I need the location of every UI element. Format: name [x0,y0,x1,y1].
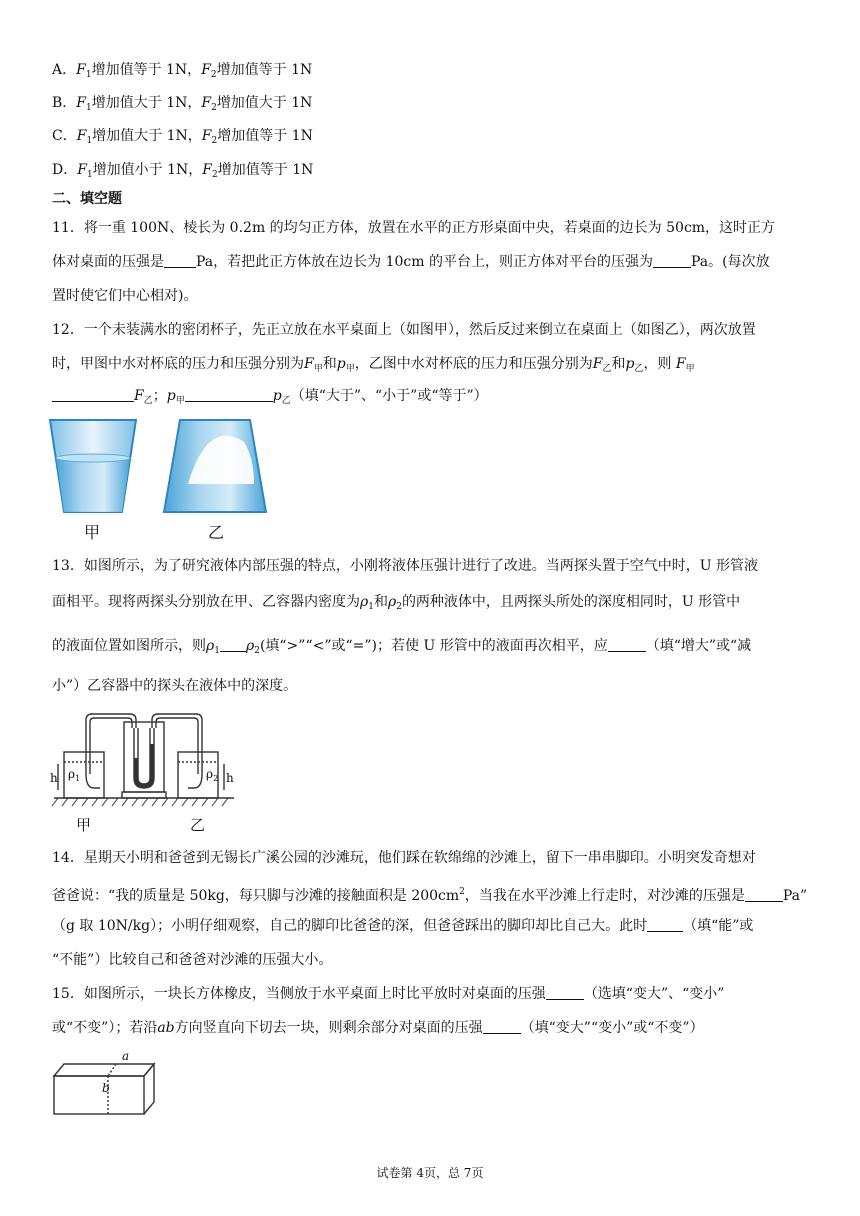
q13-line1: 13．如图所示，为了研究液体内部压强的特点，小刚将液体压强计进行了改进。当两探头置于空气中时，U 形管液 [52,558,759,574]
cup-jia [50,420,136,512]
answer-blank[interactable] [608,637,646,652]
point-a-label: a [122,1049,130,1063]
q14-line4: “不能”）比较自己和爸爸对沙滩的压强大小。 [52,952,333,968]
answer-blank[interactable] [483,1019,521,1034]
rho1-label: $\rho_1$ [68,767,81,783]
q13-line4: 小”）乙容器中的探头在液体中的深度。 [52,678,298,694]
q14-line1: 14．星期天小明和爸爸到无锡长广溪公园的沙滩玩，他们踩在软绵绵的沙滩上，留下一串串脚印。小明突发奇想对 [52,850,756,866]
q12-line2: 时，甲图中水对杯底的压力和压强分别为$F_甲$和$p_甲$，乙图中水对杯底的压力和压强分别为$F_乙$和$p_乙$，则 $F_甲$ [52,356,695,374]
h-label-right: h [226,771,234,785]
h-label-left: h [50,771,58,785]
q11-line1: 11．将一重 100N、棱长为 0.2m 的均匀正方体，放置在水平的正方形桌面中央，若桌面的边长为 50cm，这时正方 [52,220,776,236]
figure-label-yi: 乙 [208,523,225,542]
q11-line2: 体对桌面的压强是 Pa，若把此正方体放在边长为 10cm 的平台上，则正方体对平台的压强为 Pa。(每次放 [52,254,770,270]
q11-line3: 置时使它们中心相对)。 [52,288,198,304]
cups-figure [48,414,278,546]
figure-label-yi: 乙 [190,816,206,834]
cup-yi [164,420,266,512]
section-title: 二、填空题 [52,191,122,207]
q14-line2: 爸爸说：“我的质量是 50kg，每只脚与沙滩的接触面积是 $200cm^2$，当我在水平沙滩上行走时，对沙滩的压强是 Pa” [52,887,808,904]
answer-blank[interactable] [185,387,273,402]
q15-line2: 或“不变”）；若沿ab方向竖直向下切去一块，则剩余部分对桌面的压强 （填“变大”“变小”或“不变”） [52,1020,704,1036]
q13-line2: 面相平。现将两探头分别放在甲、乙容器内密度为$\rho_1$和$\rho_2$的两种液体中，且两探头所处的深度相同时，U 形管中 [52,594,741,612]
q12-line1: 12．一个未装满水的密闭杯子，先正立放在水平桌面上（如图甲），然后反过来倒立在桌面上（如图乙），两次放置 [52,322,756,338]
answer-blank[interactable] [220,637,246,652]
q12-line3: $F_乙$；$p_甲$ $p_乙$（填“大于”、“小于”或“等于”） [52,386,488,411]
answer-blank[interactable] [745,887,783,902]
point-b-label: b [102,1081,110,1095]
figure-label-jia: 甲 [84,523,101,542]
answer-blank[interactable] [546,985,584,1000]
answer-blank[interactable] [52,387,134,402]
rho2-label: $\rho_2$ [206,767,219,783]
answer-blank[interactable] [653,253,691,268]
option-a: A．$F_1$增加值等于 1N，$F_2$增加值等于 1N [52,62,313,80]
option-d: D．$F_1$增加值小于 1N，$F_2$增加值等于 1N [52,162,314,180]
figure-label-jia: 甲 [76,816,92,834]
option-b: B．$F_1$增加值大于 1N，$F_2$增加值大于 1N [52,95,313,113]
eraser-figure [50,1048,166,1118]
answer-blank[interactable] [647,917,683,932]
q14-line3: （g 取 10N/kg）；小明仔细观察，自己的脚印比爸爸的深，但爸爸踩出的脚印却比自己大。此时 （填“能”或 [52,918,754,934]
page-footer: 试卷第 4页，总 7页 [376,1166,484,1180]
q13-line3: 的液面位置如图所示，则$\rho_1$ $\rho_2$(填“>”“<”或“=”)；若使 U 形管中的液面再次相平，应 （填“增大”或“减 [52,638,752,656]
option-c: C．$F_1$增加值大于 1N，$F_2$增加值等于 1N [52,128,313,146]
pressure-gauge-figure [52,708,240,836]
q15-line1: 15．如图所示，一块长方体橡皮，当侧放于水平桌面上时比平放时对桌面的压强 （选填“变大”、“变小” [52,986,725,1002]
answer-blank[interactable] [164,253,196,268]
